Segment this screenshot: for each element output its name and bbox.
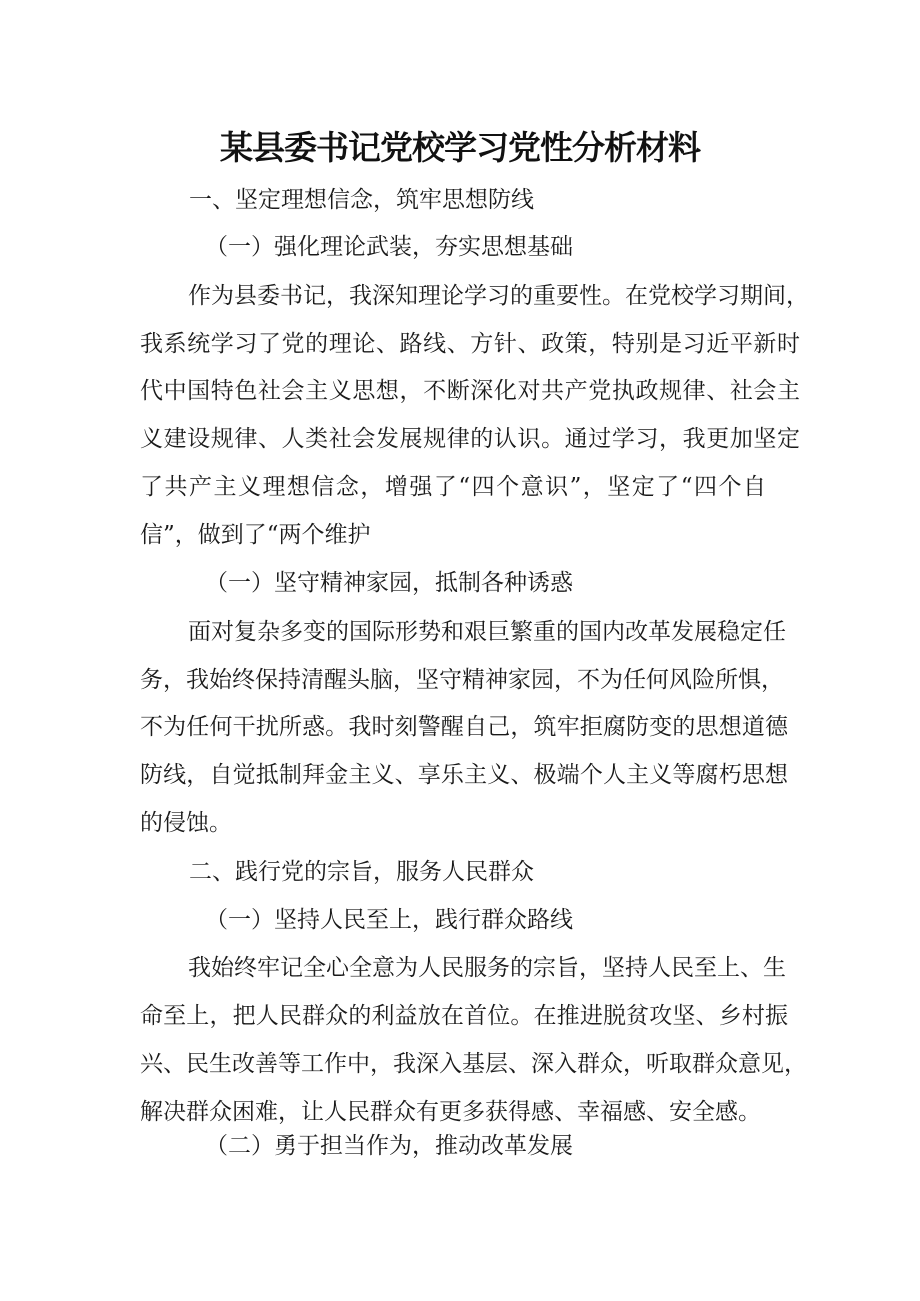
section-1-subheading-2: （一）坚守精神家园，抵制各种诱惑 (205, 570, 573, 596)
section-2-subheading-2: （二）勇于担当作为，推动改革发展 (205, 1133, 573, 1159)
section-2-heading: 二、践行党的宗旨，服务人民群众 (189, 859, 534, 885)
paragraph-line: 务，我始终保持清醒头脑，坚守精神家园，不为任何风险所惧， (140, 667, 784, 693)
paragraph-line: 义建设规律、人类社会发展规律的认识。通过学习，我更加坚定 (140, 426, 800, 452)
section-1-subheading-1: （一）强化理论武装，夯实思想基础 (205, 234, 573, 260)
document-title: 某县委书记党校学习党性分析材料 (220, 128, 700, 167)
paragraph-line: 代中国特色社会主义思想，不断深化对共产党执政规律、社会主 (140, 378, 800, 404)
section-2-subheading-1: （一）坚持人民至上，践行群众路线 (205, 907, 573, 933)
paragraph-line: 的侵蚀。 (140, 810, 232, 836)
paragraph-line: 不为任何干扰所惑。我时刻警醒自己，筑牢拒腐防变的思想道德 (140, 714, 788, 740)
paragraph-line: 防线，自觉抵制拜金主义、享乐主义、极端个人主义等腐朽思想 (140, 762, 788, 788)
paragraph-line: 作为县委书记，我深知理论学习的重要性。在党校学习期间， (188, 283, 809, 309)
paragraph-line: 面对复杂多变的国际形势和艰巨繁重的国内改革发展稳定任 (188, 619, 786, 645)
paragraph-line: 兴、民生改善等工作中，我深入基层、深入群众，听取群众意见， (140, 1051, 807, 1077)
paragraph-line: 了共产主义理想信念，增强了“四个意识”，坚定了“四个自 (140, 474, 766, 500)
section-1-heading: 一、坚定理想信念，筑牢思想防线 (189, 187, 534, 213)
paragraph-line: 我始终牢记全心全意为人民服务的宗旨，坚持人民至上、生 (188, 955, 786, 981)
paragraph-line: 信”，做到了“两个维护 (140, 522, 371, 548)
paragraph-line: 命至上，把人民群众的利益放在首位。在推进脱贫攻坚、乡村振 (140, 1003, 788, 1029)
paragraph-line: 我系统学习了党的理论、路线、方针、政策，特别是习近平新时 (140, 331, 800, 357)
paragraph-line: 解决群众困难，让人民群众有更多获得感、幸福感、安全感。 (140, 1099, 761, 1125)
